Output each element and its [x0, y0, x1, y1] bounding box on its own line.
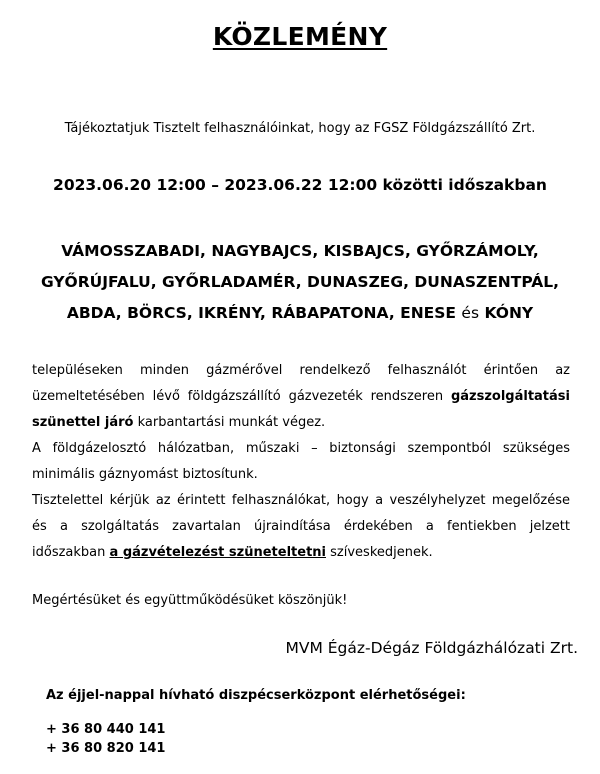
intro-text: Tájékoztatjuk Tisztelt felhasználóinkat, hogy az FGSZ Földgázszállító Zrt.: [64, 121, 536, 136]
phone-number-2: + 36 80 820 141: [46, 741, 166, 756]
settlements-conjunction: és: [461, 304, 480, 322]
body-paragraph-2: A földgázelosztó hálózatban, műszaki – biztonsági szempontból szükséges minimális gáznyomást biztosítunk.: [32, 441, 570, 482]
outage-period: 2023.06.20 12:00 – 2023.06.22 12:00 közötti időszakban: [53, 176, 547, 194]
body-p3-text-end: szíveskedjenek.: [330, 545, 433, 560]
page-title: KÖZLEMÉNY: [212, 22, 388, 51]
affected-settlements: [20, 236, 580, 329]
notice-body: [32, 358, 570, 566]
body-p3-bold-underlined: a gázvételezést szüneteltetni: [109, 545, 326, 560]
body-p1-bold: gázszolgáltatási szünettel járó: [32, 389, 570, 430]
body-p1-text-end: karbantartási munkát végez.: [137, 415, 326, 430]
settlements-line-3: [20, 298, 580, 329]
thanks-text: Megértésüket és együttműködésüket köszönjük!: [32, 593, 348, 608]
body-paragraph-1: [32, 358, 570, 436]
settlements-line-3-last: KÓNY: [484, 304, 534, 322]
phone-number-1: + 36 80 440 141: [46, 722, 166, 737]
settlements-line-2: GYŐRÚJFALU, GYŐRLADAMÉR, DUNASZEG, DUNASZENTPÁL,: [40, 273, 560, 291]
body-p3-text: Tisztelettel kérjük az érintett felhasználókat, hogy a veszélyhelyzet megelőzése és a szolgáltatás zavartalan újraindítása érdekében a fentiekben jelzett időszakban: [32, 493, 570, 560]
body-paragraph-3: [32, 488, 570, 566]
dispatch-title: Az éjjel-nappal hívható diszpécserközpont elérhetőségei:: [46, 688, 466, 703]
dispatch-phones: [46, 720, 165, 758]
settlements-line-3-main: ABDA, BÖRCS, IKRÉNY, RÁBAPATONA, ENESE: [66, 304, 457, 322]
signature: MVM Égáz-Dégáz Földgázhálózati Zrt.: [285, 639, 578, 657]
settlements-line-1: VÁMOSSZABADI, NAGYBAJCS, KISBAJCS, GYŐRZÁMOLY,: [61, 242, 539, 260]
body-p1-text: településeken minden gázmérővel rendelkező felhasználót érintően az üzemeltetésében lévő földgázszállító gázvezeték rendszeren: [32, 363, 570, 404]
